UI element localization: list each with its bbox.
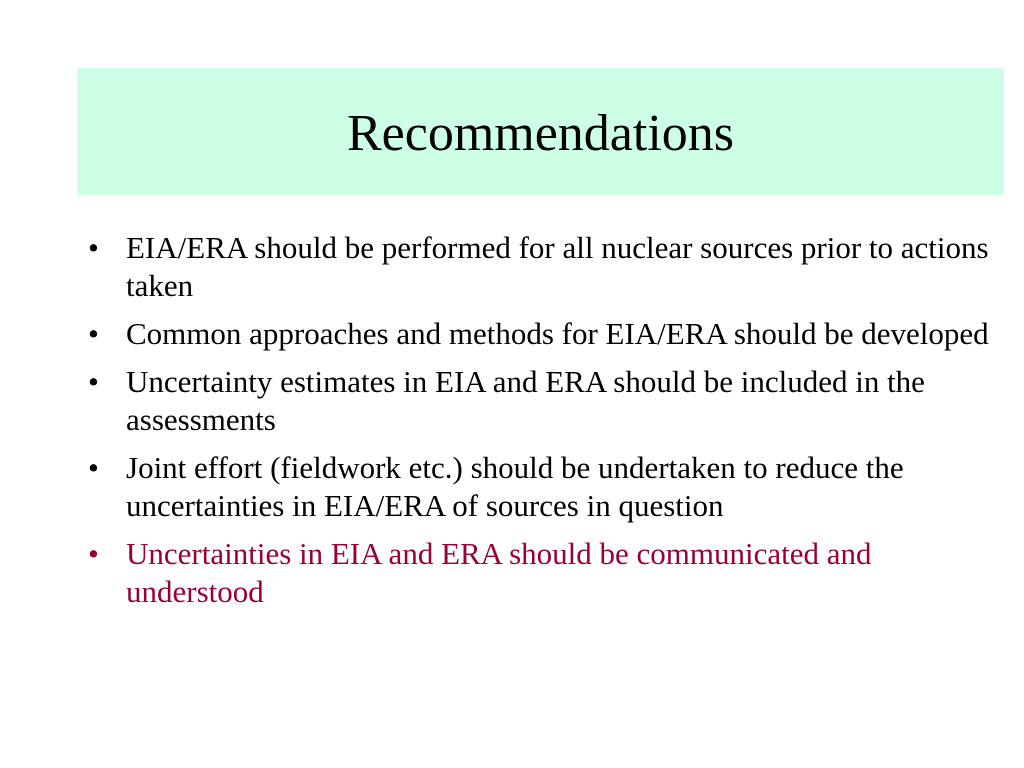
slide-title: Recommendations	[346, 104, 735, 162]
bullet-icon: •	[88, 450, 99, 485]
bullet-icon: •	[88, 364, 99, 399]
bullet-icon: •	[88, 316, 99, 351]
bullet-item-3	[88, 363, 998, 439]
bullet-item-5	[88, 535, 998, 611]
bullet-list	[88, 229, 998, 621]
bullet-item-1	[88, 229, 998, 305]
bullet-item-2	[88, 315, 998, 353]
bullet-icon: •	[88, 230, 99, 265]
bullet-icon: •	[88, 536, 99, 571]
bullet-text-2: Common approaches and methods for EIA/ERA should be developed	[126, 316, 989, 351]
bullet-text-1: EIA/ERA should be performed for all nuclear sources prior to actions taken	[126, 230, 989, 303]
bullet-text-5: Uncertainties in EIA and ERA should be communicated and understood	[126, 536, 872, 609]
bullet-text-4: Joint effort (fieldwork etc.) should be undertaken to reduce the uncertainties in EIA/ERA of sources in question	[126, 450, 904, 523]
bullet-item-4	[88, 449, 998, 525]
bullet-text-3: Uncertainty estimates in EIA and ERA should be included in the assessments	[126, 364, 925, 437]
title-banner	[77, 68, 1004, 195]
